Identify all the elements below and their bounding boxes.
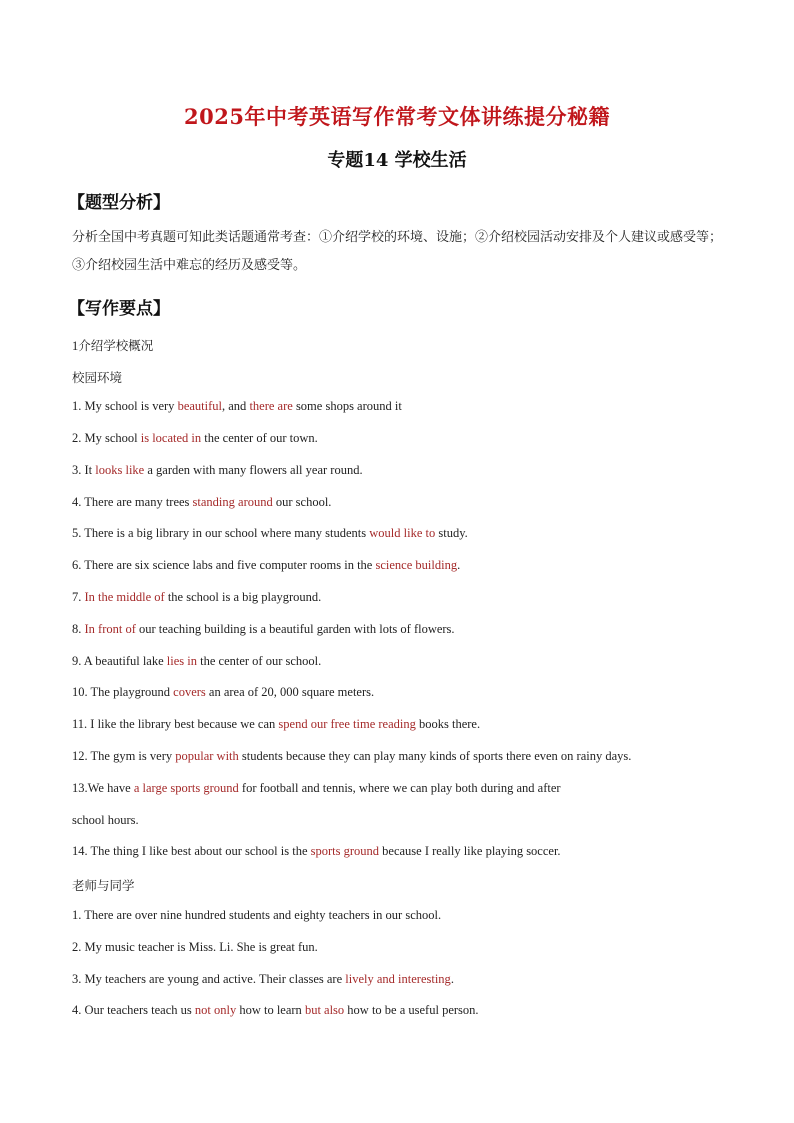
teacher-line: 3. My teachers are young and active. Their classes are lively and interesting.: [72, 972, 454, 986]
highlight-phrase: covers: [173, 685, 206, 699]
campus-line: 9. A beautiful lake lies in the center of our school.: [72, 654, 322, 668]
subheading-teachers: 老师与同学: [72, 879, 135, 893]
campus-line: 6. There are six science labs and five computer rooms in the science building.: [72, 558, 461, 572]
highlight-phrase: would like to: [369, 526, 436, 540]
campus-line: 3. It looks like a garden with many flowers all year round.: [72, 463, 363, 477]
teacher-line: 4. Our teachers teach us not only how to learn but also how to be a useful person.: [72, 1003, 479, 1017]
teacher-line: 1. There are over nine hundred students and eighty teachers in our school.: [72, 908, 442, 922]
highlight-phrase: but also: [304, 1003, 345, 1017]
subheading-campus: 校园环境: [72, 371, 123, 385]
campus-line: 7. In the middle of the school is a big playground.: [72, 590, 322, 604]
analysis-paragraph: 分析全国中考真题可知此类话题通常考查：①介绍学校的环境、设施；②介绍校园活动安排及个人建议或感受等；③介绍校园生活中难忘的经历及感受等。: [72, 230, 723, 273]
highlight-phrase: science building: [375, 558, 458, 572]
highlight-phrase: spend our free time reading: [278, 717, 416, 731]
document-subtitle: 专题14 学校生活: [327, 150, 467, 171]
highlight-phrase: there are: [249, 399, 293, 413]
highlight-phrase: sports ground: [310, 844, 380, 858]
section-heading-analysis: 【题型分析】: [68, 193, 170, 213]
highlight-phrase: In the middle of: [84, 590, 165, 604]
highlight-phrase: is located in: [140, 431, 202, 445]
highlight-phrase: standing around: [192, 495, 273, 509]
highlight-phrase: lively and interesting: [345, 972, 451, 986]
highlight-phrase: beautiful: [177, 399, 222, 413]
highlight-phrase: a large sports ground: [133, 781, 239, 795]
part-title: 1介绍学校概况: [72, 339, 154, 353]
teacher-line: 2. My music teacher is Miss. Li. She is great fun.: [72, 940, 318, 954]
campus-line: 11. I like the library best because we can spend our free time reading books there.: [72, 717, 481, 731]
highlight-phrase: In front of: [84, 622, 136, 636]
campus-line: 1. My school is very beautiful, and there are some shops around it: [72, 399, 402, 413]
document-title: 2025年中考英语写作常考文体讲练提分秘籍: [184, 104, 610, 129]
highlight-phrase: not only: [194, 1003, 237, 1017]
campus-line: 4. There are many trees standing around our school.: [72, 495, 332, 509]
highlight-phrase: popular with: [175, 749, 239, 763]
campus-line: 8. In front of our teaching building is a beautiful garden with lots of flowers.: [72, 622, 455, 636]
campus-line: 14. The thing I like best about our school is the sports ground because I really like playing soccer.: [72, 844, 561, 858]
campus-line: 5. There is a big library in our school where many students would like to study.: [72, 526, 468, 540]
campus-line: 12. The gym is very popular with students because they can play many kinds of sports there even on rainy days.: [72, 749, 632, 763]
campus-line: 13.We have a large sports ground for football and tennis, where we can play both during and after: [72, 781, 561, 795]
section-heading-writing-points: 【写作要点】: [68, 299, 170, 319]
highlight-phrase: looks like: [95, 463, 145, 477]
campus-line: 10. The playground covers an area of 20, 000 square meters.: [72, 685, 375, 699]
campus-line: 2. My school is located in the center of our town.: [72, 431, 318, 445]
campus-line: school hours.: [72, 813, 139, 827]
highlight-phrase: lies in: [166, 654, 197, 668]
